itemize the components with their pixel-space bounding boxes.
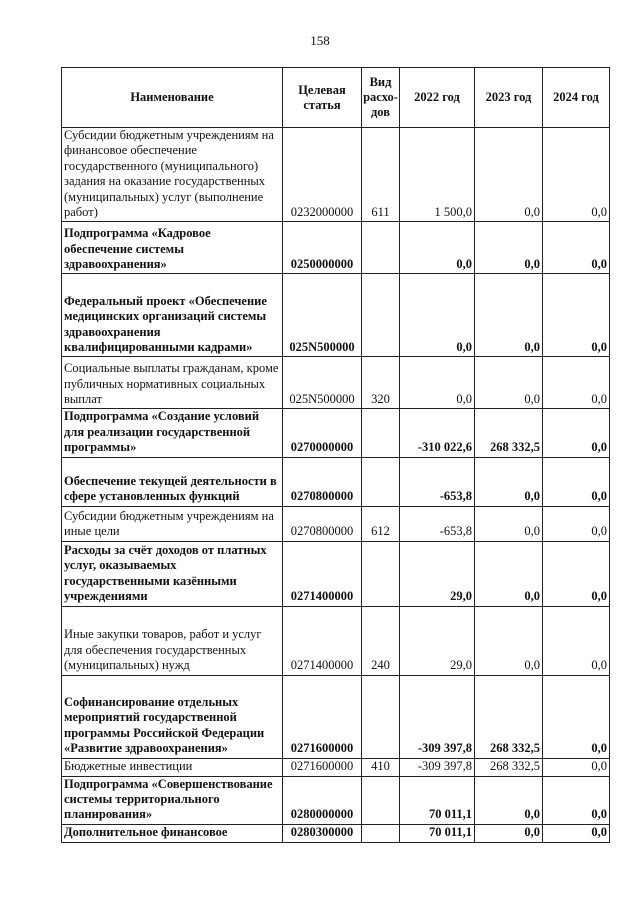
table-header-row [62, 68, 610, 128]
table-row [62, 824, 610, 842]
row-value-2024: 0,0 [543, 758, 610, 776]
row-value-2023: 0,0 [475, 274, 543, 357]
header-target-article: Целевая статья [283, 68, 362, 128]
header-2022: 2022 год [400, 68, 475, 128]
row-value-2022: -309 397,8 [400, 758, 475, 776]
row-value-2023: 268 332,5 [475, 409, 543, 457]
row-value-2022: 0,0 [400, 222, 475, 274]
table-row [62, 606, 610, 675]
row-value-2023: 0,0 [475, 128, 543, 222]
row-name: Дополнительное финансовое [62, 824, 283, 842]
row-value-2023: 268 332,5 [475, 675, 543, 758]
header-2023: 2023 год [475, 68, 543, 128]
row-value-2023: 0,0 [475, 506, 543, 541]
row-target-article: 0270800000 [283, 506, 362, 541]
table-row [62, 541, 610, 606]
row-value-2024: 0,0 [543, 506, 610, 541]
row-value-2022: -310 022,6 [400, 409, 475, 457]
row-name: Подпрограмма «Кадровое обеспечение системы здравоохранения» [62, 222, 283, 274]
row-expense-kind: 612 [362, 506, 400, 541]
row-value-2023: 0,0 [475, 776, 543, 824]
row-value-2024: 0,0 [543, 409, 610, 457]
row-value-2024: 0,0 [543, 776, 610, 824]
row-name: Социальные выплаты гражданам, кроме публичных нормативных социальных выплат [62, 357, 283, 409]
row-expense-kind [362, 776, 400, 824]
page-number: 158 [310, 33, 330, 48]
row-name: Иные закупки товаров, работ и услуг для обеспечения государственных (муниципальных) нужд [62, 606, 283, 675]
row-target-article: 0271600000 [283, 758, 362, 776]
row-target-article: 0270800000 [283, 457, 362, 506]
row-value-2022: 70 011,1 [400, 776, 475, 824]
row-value-2024: 0,0 [543, 606, 610, 675]
row-name: Субсидии бюджетным учреждениям на иные цели [62, 506, 283, 541]
row-target-article: 0271600000 [283, 675, 362, 758]
row-value-2024: 0,0 [543, 274, 610, 357]
row-expense-kind: 410 [362, 758, 400, 776]
row-value-2023: 0,0 [475, 606, 543, 675]
row-value-2022: 1 500,0 [400, 128, 475, 222]
row-value-2024: 0,0 [543, 675, 610, 758]
row-expense-kind: 611 [362, 128, 400, 222]
row-value-2022: -653,8 [400, 506, 475, 541]
row-value-2022: 0,0 [400, 357, 475, 409]
row-expense-kind [362, 222, 400, 274]
table-row [62, 222, 610, 274]
table-row [62, 675, 610, 758]
row-target-article: 0271400000 [283, 606, 362, 675]
row-expense-kind [362, 409, 400, 457]
row-name: Расходы за счёт доходов от платных услуг, оказываемых государственными казёнными учреждениями [62, 541, 283, 606]
row-target-article: 025N500000 [283, 357, 362, 409]
header-name: Наименование [62, 68, 283, 128]
row-value-2023: 0,0 [475, 541, 543, 606]
table-row [62, 274, 610, 357]
row-name: Субсидии бюджетным учреждениям на финансовое обеспечение государственного (муниципального) задания на оказание государственных (муниципальных) услуг (выполнение работ) [62, 128, 283, 222]
row-value-2024: 0,0 [543, 128, 610, 222]
row-value-2024: 0,0 [543, 541, 610, 606]
row-target-article: 0232000000 [283, 128, 362, 222]
header-2024: 2024 год [543, 68, 610, 128]
row-expense-kind: 240 [362, 606, 400, 675]
row-value-2024: 0,0 [543, 357, 610, 409]
row-value-2023: 0,0 [475, 357, 543, 409]
table-row [62, 128, 610, 222]
row-target-article: 0250000000 [283, 222, 362, 274]
table-row [62, 409, 610, 457]
row-value-2023: 0,0 [475, 222, 543, 274]
row-value-2024: 0,0 [543, 824, 610, 842]
row-target-article: 0270000000 [283, 409, 362, 457]
table-row [62, 506, 610, 541]
table-row [62, 758, 610, 776]
row-name: Бюджетные инвестиции [62, 758, 283, 776]
row-expense-kind [362, 675, 400, 758]
row-value-2023: 0,0 [475, 457, 543, 506]
row-value-2022: -653,8 [400, 457, 475, 506]
row-name: Обеспечение текущей деятельности в сфере установленных функций [62, 457, 283, 506]
row-expense-kind: 320 [362, 357, 400, 409]
row-expense-kind [362, 457, 400, 506]
header-expense-kind: Вид расхо-дов [362, 68, 400, 128]
row-name: Софинансирование отдельных мероприятий государственной программы Российской Федерации «Развитие здравоохранения» [62, 675, 283, 758]
row-name: Подпрограмма «Создание условий для реализации государственной программы» [62, 409, 283, 457]
row-expense-kind [362, 541, 400, 606]
table-row [62, 457, 610, 506]
budget-table [61, 67, 610, 843]
row-target-article: 0271400000 [283, 541, 362, 606]
row-value-2023: 0,0 [475, 824, 543, 842]
row-target-article: 025N500000 [283, 274, 362, 357]
row-expense-kind [362, 824, 400, 842]
row-value-2022: 29,0 [400, 541, 475, 606]
row-name: Подпрограмма «Совершенствование системы территориального планирования» [62, 776, 283, 824]
row-value-2022: 29,0 [400, 606, 475, 675]
row-value-2022: -309 397,8 [400, 675, 475, 758]
row-target-article: 0280000000 [283, 776, 362, 824]
row-name: Федеральный проект «Обеспечение медицинских организаций системы здравоохранения квалифицированными кадрами» [62, 274, 283, 357]
table-row [62, 357, 610, 409]
row-target-article: 0280300000 [283, 824, 362, 842]
row-value-2024: 0,0 [543, 222, 610, 274]
row-value-2023: 268 332,5 [475, 758, 543, 776]
row-value-2022: 70 011,1 [400, 824, 475, 842]
row-value-2022: 0,0 [400, 274, 475, 357]
row-value-2024: 0,0 [543, 457, 610, 506]
table-row [62, 776, 610, 824]
row-expense-kind [362, 274, 400, 357]
